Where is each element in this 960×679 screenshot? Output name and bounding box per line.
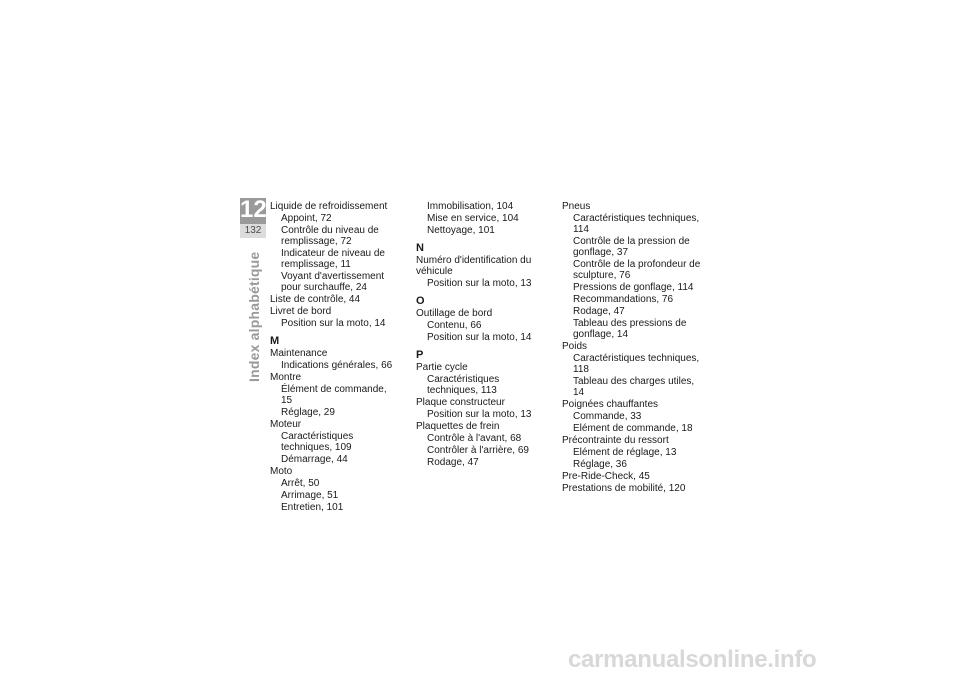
index-subentry: Caractéristiques techniques, 114 bbox=[573, 213, 700, 235]
index-subentry: Tableau des charges utiles, 14 bbox=[573, 376, 695, 398]
index-subentry: Mise en service, 104 bbox=[427, 213, 519, 224]
index-column-2 bbox=[416, 200, 546, 468]
index-subentry: Démarrage, 44 bbox=[281, 454, 348, 465]
page-number: 132 bbox=[240, 224, 266, 238]
index-column-1 bbox=[270, 200, 400, 513]
index-entry: Prestations de mobilité, 120 bbox=[562, 483, 686, 494]
index-entry: Outillage de bord bbox=[416, 308, 493, 319]
index-subentry: Caractéristiques techniques, 118 bbox=[573, 353, 700, 375]
index-subentry: Contrôle à l'avant, 68 bbox=[427, 433, 522, 444]
index-subentry: Contrôle de la profondeur de sculpture, 76 bbox=[573, 259, 701, 281]
index-entry: Maintenance bbox=[270, 348, 328, 359]
index-letter-heading: N bbox=[416, 242, 424, 254]
index-entry: Liquide de refroidissement bbox=[270, 201, 388, 212]
index-subentry: Nettoyage, 101 bbox=[427, 225, 495, 236]
index-subentry: Contrôler à l'arrière, 69 bbox=[427, 445, 529, 456]
index-subentry: Contrôle du niveau de remplissage, 72 bbox=[281, 225, 379, 247]
index-entry: Poids bbox=[562, 341, 588, 352]
index-entry: Montre bbox=[270, 372, 302, 383]
index-subentry: Position sur la moto, 14 bbox=[427, 332, 532, 343]
index-subentry: Indicateur de niveau de remplissage, 11 bbox=[281, 248, 385, 270]
index-entry: Pre-Ride-Check, 45 bbox=[562, 471, 650, 482]
index-subentry: Immobilisation, 104 bbox=[427, 201, 514, 212]
index-subentry: Élément de commande, 15 bbox=[281, 384, 387, 406]
index-subentry: Arrimage, 51 bbox=[281, 490, 339, 501]
index-letter-heading: P bbox=[416, 349, 424, 361]
index-subentry: Elément de réglage, 13 bbox=[573, 447, 677, 458]
index-subentry: Réglage, 29 bbox=[281, 407, 335, 418]
index-subentry: Voyant d'avertissement pour surchauffe, 24 bbox=[281, 271, 385, 293]
index-subentry: Elément de commande, 18 bbox=[573, 423, 693, 434]
index-entry: Pneus bbox=[562, 201, 591, 212]
index-entry: Précontrainte du ressort bbox=[562, 435, 669, 446]
chapter-number: 12 bbox=[240, 196, 267, 223]
index-subentry: Commande, 33 bbox=[573, 411, 642, 422]
index-subentry: Entretien, 101 bbox=[281, 502, 344, 513]
index-entry: Livret de bord bbox=[270, 306, 332, 317]
index-subentry: Tableau des pressions de gonflage, 14 bbox=[573, 318, 687, 340]
index-subentry: Caractéristiques techniques, 113 bbox=[427, 374, 500, 396]
index-subentry: Position sur la moto, 13 bbox=[427, 278, 532, 289]
index-subentry: Rodage, 47 bbox=[573, 306, 625, 317]
index-subentry: Arrêt, 50 bbox=[281, 478, 320, 489]
index-subentry: Pressions de gonflage, 114 bbox=[573, 282, 694, 293]
index-subentry: Contenu, 66 bbox=[427, 320, 482, 331]
index-letter-heading: O bbox=[416, 295, 425, 307]
section-title: Index alphabétique bbox=[246, 251, 262, 382]
index-entry: Partie cycle bbox=[416, 362, 468, 373]
index-subentry: Position sur la moto, 13 bbox=[427, 409, 532, 420]
index-entry: Liste de contrôle, 44 bbox=[270, 294, 361, 305]
index-subentry: Recommandations, 76 bbox=[573, 294, 674, 305]
index-subentry: Indications générales, 66 bbox=[281, 360, 393, 371]
index-subentry: Position sur la moto, 14 bbox=[281, 318, 386, 329]
index-entry: Moto bbox=[270, 466, 293, 477]
index-subentry: Réglage, 36 bbox=[573, 459, 627, 470]
index-entry: Plaque constructeur bbox=[416, 397, 505, 408]
index-entry: Plaquettes de frein bbox=[416, 421, 500, 432]
watermark: carmanualsonline.info bbox=[568, 646, 817, 673]
index-letter-heading: M bbox=[270, 335, 280, 347]
index-column-3 bbox=[562, 200, 702, 494]
index-entry: Moteur bbox=[270, 419, 302, 430]
index-subentry: Rodage, 47 bbox=[427, 457, 479, 468]
index-entry: Poignées chauffantes bbox=[562, 399, 659, 410]
index-subentry: Contrôle de la pression de gonflage, 37 bbox=[573, 236, 690, 258]
index-entry: Numéro d'identification du véhicule bbox=[416, 255, 532, 277]
index-subentry: Caractéristiques techniques, 109 bbox=[281, 431, 354, 453]
index-subentry: Appoint, 72 bbox=[281, 213, 332, 224]
